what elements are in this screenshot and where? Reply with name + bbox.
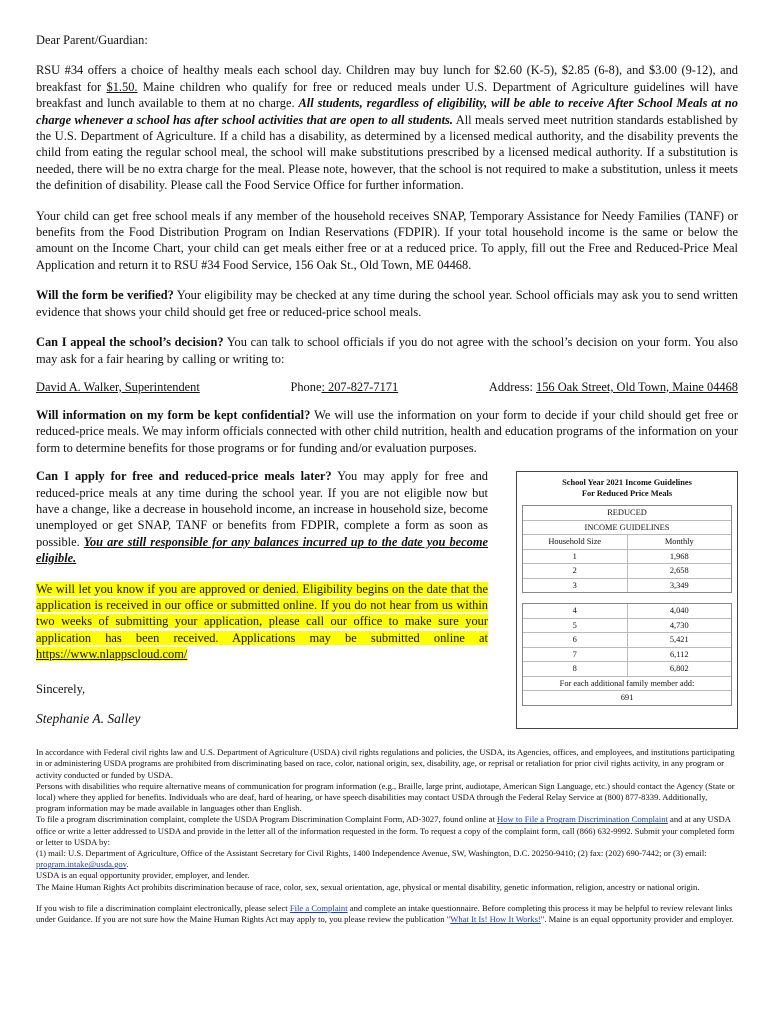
- after-school-meals-note: All students, regardless of eligibility, will be able to receive After School Meals at no charge whenever a school has after school activities that are open to all students.: [36, 96, 738, 127]
- free-meals-paragraph: Your child can get free school meals if any member of the household receives SNAP, Temporary Assistance for Needy Families (TANF) or benefits from the Food Distribution Program on Indian Reservations (FDPIR). If your total household income is the same or below the amount on the Income Chart, your child can get meals either free or at a reduced price. To apply, fill out the Free and Reduced-Price Meal Application and return it to RSU #34 Food Service, 156 Oak St., Old Town, ME 04468.: [36, 208, 738, 272]
- footer-text-start: If you wish to file a discrimination complaint electronically, please select: [36, 902, 290, 913]
- appeal-answer: You can talk to school officials if you do not agree with the school’s decision on your form. You also may ask for a fair hearing by calling or writing to:: [36, 335, 738, 366]
- phone-number: : 207-827-7171: [321, 379, 399, 394]
- eligibility-text: Maine children who qualify for free or reduced meals under U.S. Department of Agriculture guidelines will have breakfast and lunch available to them at no charge.: [36, 79, 738, 111]
- nondiscrimination-statement: [36, 747, 738, 893]
- income-guidelines-box: [516, 471, 738, 729]
- table-row: [523, 578, 731, 593]
- apply-later-column: [36, 468, 488, 729]
- table-row: [523, 506, 731, 520]
- income-title-line1: School Year 2021 Income Guidelines: [562, 478, 692, 488]
- household-size-cell: 2: [572, 566, 577, 576]
- table-row: [523, 661, 731, 676]
- income-table-bottom: [522, 603, 732, 706]
- table-row: [523, 549, 731, 564]
- monthly-cell: 2,658: [627, 564, 732, 578]
- confidential-question: Will information on my form be kept confidential?: [36, 407, 311, 422]
- phone-contact: [290, 379, 398, 395]
- monthly-header: Monthly: [627, 535, 732, 549]
- footer-text-end: ". Maine is an equal opportunity provider and employer.: [540, 913, 734, 924]
- table-row: [523, 520, 731, 535]
- submission-methods: (1) mail: U.S. Department of Agriculture, Office of the Assistant Secretary for Civil Rights, 1400 Independence Avenue, SW, Washington, D.C. 20250-9410; (2) fax: (202) 690-7442; or (3) email:: [36, 847, 707, 858]
- address-label: Address:: [488, 379, 537, 394]
- superintendent-name: David A. Walker, Superintendent: [36, 379, 200, 394]
- apply-later-answer: You may apply for free and reduced-price meals at any time during the school year. If you are not eligible now but have a change, like a decrease in household income, an increase in household size, become unemployed or get SNAP, TANF or benefits from FDPIR, complete a form as soon as possible.: [36, 469, 488, 549]
- table-row: [523, 604, 731, 618]
- disability-communication-text: Persons with disabilities who require alternative means of communication for program information (e.g., Braille, large print, audiotape, American Sign Language, etc.) should contact the Agency (State or local) where they applied for benefits. Individuals who are deaf, hard of hearing, or have speech disabilities may contact USDA through the Federal Relay Service at (800) 877-8339. Additionally, program information may be made available in languages other than English.: [36, 780, 735, 814]
- monthly-cell: 4,040: [627, 604, 732, 618]
- table-row: [523, 618, 731, 633]
- address-contact: [489, 379, 738, 395]
- household-size-cell: 5: [572, 620, 577, 630]
- letter-page: [36, 32, 738, 925]
- submission-end: .: [126, 859, 129, 870]
- phone-label: Phone: [290, 379, 322, 394]
- table-row: [523, 690, 731, 705]
- meal-prices-text: RSU #34 offers a choice of healthy meals each school day. Children may buy lunch for $2.60 (K-5), $2.85 (6-8), and $3.00 (9-12), and breakfast for: [36, 63, 738, 94]
- submission-methods-text: [36, 848, 738, 870]
- complaint-filing-text: [36, 814, 738, 848]
- apply-later-section: [36, 468, 738, 729]
- complaint-text-start: To file a program discrimination complaint, complete the USDA Program Discrimination Complaint Form, AD-3027, found online at: [36, 814, 497, 825]
- additional-member-label: For each additional family member add:: [559, 678, 695, 688]
- monthly-cell: 5,421: [627, 633, 732, 647]
- household-size-header: Household Size: [548, 537, 602, 547]
- verification-question: Will the form be verified?: [36, 288, 174, 303]
- meal-prices-paragraph: [36, 62, 738, 193]
- footer-text-middle: and complete an intake questionnaire. Before completing this process it may be helpful to review relevant links under Guidance. If you are not sure how the Maine Human Rights Act may apply to, you please review the publication ": [36, 902, 733, 924]
- electronic-complaint-footer: [36, 903, 738, 925]
- apply-later-question: Can I apply for free and reduced-price meals later?: [36, 469, 332, 484]
- monthly-cell: 3,349: [627, 579, 732, 593]
- reduced-header: REDUCED: [607, 508, 647, 518]
- file-complaint-link[interactable]: File a Complaint: [289, 902, 348, 913]
- verification-paragraph: [36, 287, 738, 320]
- contact-line: [36, 379, 738, 395]
- appeal-paragraph: [36, 334, 738, 367]
- household-size-cell: 1: [572, 551, 577, 561]
- monthly-cell: 6,802: [627, 662, 732, 676]
- application-link[interactable]: https://www.nlappscloud.com/: [36, 647, 188, 662]
- income-guidelines-header: INCOME GUIDELINES: [584, 522, 670, 532]
- confidential-paragraph: [36, 407, 738, 456]
- household-size-cell: 3: [572, 580, 577, 590]
- monthly-cell: 6,112: [627, 648, 732, 662]
- table-row: [523, 534, 731, 549]
- household-size-cell: 4: [572, 606, 577, 616]
- greeting: Dear Parent/Guardian:: [36, 33, 148, 47]
- household-size-cell: 6: [572, 635, 577, 645]
- civil-rights-text: In accordance with Federal civil rights law and U.S. Department of Agriculture (USDA) civil rights regulations and policies, the USDA, its Agencies, offices, and employees, and institutions participating in or administering USDA programs are prohibited from discriminating based on race, color, national origin, sex, disability, age, or reprisal or retaliation for prior civil rights activity, in any program or activity conducted or funded by USDA.: [36, 747, 735, 780]
- publication-link[interactable]: What It Is! How It Works!: [450, 913, 541, 924]
- breakfast-price: $1.50.: [106, 79, 138, 94]
- closing: Sincerely,: [36, 681, 86, 696]
- complaint-text-end: and at any USDA office or write a letter addressed to USDA and provide in the letter all of the information requested in the form. To request a copy of the complaint form, call (866) 632-9992. Submit your completed form or letter to USDA by:: [36, 814, 735, 847]
- address-value: 156 Oak Street, Old Town, Maine 04468: [536, 379, 738, 394]
- approval-text: We will let you know if you are approved or denied. Eligibility begins on the date that the application is received in our office or submitted online. If you do not hear from us within two weeks of submitting your application, please call our office to make sure your application has been received. Applications may be submitted online at: [36, 581, 488, 645]
- household-size-cell: 7: [572, 649, 577, 659]
- table-row: [523, 676, 731, 691]
- table-row: [523, 632, 731, 647]
- additional-member-value: 691: [620, 693, 634, 703]
- monthly-cell: 4,730: [627, 619, 732, 633]
- balances-note: You are still responsible for any balances incurred up to the date you become eligible.: [36, 534, 488, 566]
- approval-paragraph: [36, 581, 488, 663]
- income-title-line2: For Reduced Price Meals: [581, 488, 673, 498]
- appeal-question: Can I appeal the school’s decision?: [36, 335, 224, 350]
- apply-later-paragraph: [36, 468, 488, 566]
- income-guidelines-title: [522, 478, 732, 499]
- nutrition-standards-text: All meals served meet nutrition standards established by the U.S. Department of Agriculture. If a child has a disability, as determined by a licensed medical authority, and the disability prevents the child from eating the regular school meal, the school will make substitutions prescribed by a licensed medical authority. If a substitution is needed, there will be no extra charge for the meal. Please note, however, that the school is not required to make a substitution, unless it meets the definition of disability. Please call the Food Service Office for further information.: [36, 112, 739, 193]
- household-size-cell: 8: [572, 664, 577, 674]
- complaint-form-link[interactable]: How to File a Program Discrimination Complaint: [497, 814, 668, 825]
- signature: Stephanie A. Salley: [36, 711, 141, 726]
- confidential-answer: We will use the information on your form to decide if your child should get free or reduced-price meals. We may inform officials connected with other child nutrition, health and education programs of the information on your form to determine benefits for those programs or for funding and/or evaluation purposes.: [36, 407, 738, 455]
- table-row: [523, 563, 731, 578]
- usda-email-link[interactable]: program.intake@usda.gov: [36, 859, 127, 870]
- table-row: [523, 647, 731, 662]
- verification-answer: Your eligibility may be checked at any time during the school year. School officials may ask you to send written evidence that shows your child should get free or reduced-price school meals.: [36, 288, 738, 319]
- monthly-cell: 1,968: [627, 550, 732, 564]
- maine-human-rights-text: The Maine Human Rights Act prohibits discrimination because of race, color, sex, sexual orientation, age, physical or mental disability, genetic information, religion, ancestry or national origin.: [36, 881, 700, 892]
- equal-opportunity-text: USDA is an equal opportunity provider, employer, and lender.: [36, 870, 250, 881]
- income-table-top: [522, 505, 732, 593]
